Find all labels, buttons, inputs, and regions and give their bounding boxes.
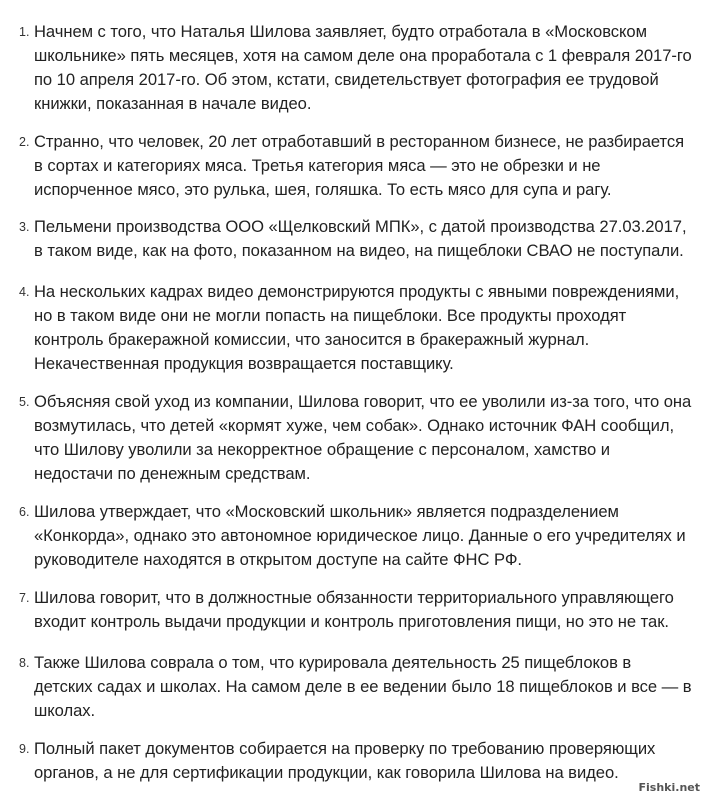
text-line: «Конкорда», однако это автономное юридическое лицо. Данные о его учредителях и: [34, 526, 686, 545]
text-line: школьнике» пять месяцев, хотя на самом деле она проработала с 1 февраля 2017-го: [34, 46, 692, 65]
text-line: На нескольких кадрах видео демонстрируются продукты с явными повреждениями,: [34, 282, 680, 301]
list-item-text: [34, 651, 692, 723]
text-line: входит контроль выдачи продукции и контроль приготовления пищи, но это не так.: [34, 612, 669, 631]
list-item-text: [34, 20, 692, 116]
text-line: возмутилась, что детей «кормят хуже, чем собак». Однако источник ФАН сообщил,: [34, 416, 675, 435]
list-item-text: [34, 280, 684, 376]
text-line: книжки, показанная в начале видео.: [34, 94, 312, 113]
text-line: Начнем с того, что Наталья Шилова заявляет, будто отработала в «Московском: [34, 22, 647, 41]
list-item-number: 2.: [19, 135, 30, 149]
list-item-number: 9.: [19, 742, 30, 756]
text-line: Странно, что человек, 20 лет отработавший в ресторанном бизнесе, не разбирается: [34, 132, 685, 151]
watermark-logo: Fishki.net: [636, 780, 703, 795]
text-line: Объясняя свой уход из компании, Шилова говорит, что ее уволили из-за того, что она: [34, 392, 692, 411]
text-line: Полный пакет документов собирается на проверку по требованию проверяющих: [34, 739, 656, 758]
text-line: что Шилову уволили за некорректное обращение с персоналом, хамство и: [34, 440, 610, 459]
text-line: недостачи по денежным средствам.: [34, 464, 311, 483]
list-item-text: [34, 130, 684, 202]
text-line: детских садах и школах. На самом деле в ее ведении было 18 пищеблоков и все — в: [34, 677, 692, 696]
list-item-number: 3.: [19, 220, 30, 234]
text-line: в сортах и категориях мяса. Третья категория мяса — это не обрезки и не: [34, 156, 601, 175]
text-line: по 10 апреля 2017-го. Об этом, кстати, свидетельствует фотография ее трудовой: [34, 70, 659, 89]
list-item-text: [34, 586, 684, 634]
text-line: Шилова говорит, что в должностные обязанности территориального управляющего: [34, 588, 674, 607]
list-item-number: 8.: [19, 656, 30, 670]
list-item-text: [34, 500, 684, 572]
list-item-number: 1.: [19, 25, 30, 39]
text-line: Некачественная продукция возвращается поставщику.: [34, 354, 454, 373]
list-item-text: [34, 215, 687, 263]
text-line: руководителе находятся в открытом доступе на сайте ФНС РФ.: [34, 550, 522, 569]
list-item-number: 7.: [19, 591, 30, 605]
text-line: но в таком виде они не могли попасть на пищеблоки. Все продукты проходят: [34, 306, 627, 325]
text-line: контроль бракеражной комиссии, что заносится в бракеражный журнал.: [34, 330, 590, 349]
list-item-number: 4.: [19, 285, 30, 299]
text-line: в таком виде, как на фото, показанном на видео, на пищеблоки СВАО не поступали.: [34, 241, 684, 260]
list-item-number: 6.: [19, 505, 30, 519]
text-line: Пельмени производства ООО «Щелковский МПК», с датой производства 27.03.2017,: [34, 217, 687, 236]
list-item-text: [34, 737, 684, 785]
text-line: Также Шилова соврала о том, что курировала деятельность 25 пищеблоков в: [34, 653, 632, 672]
text-line: испорченное мясо, это рулька, шея, голяшка. То есть мясо для супа и рагу.: [34, 180, 612, 199]
text-line: Шилова утверждает, что «Московский школьник» является подразделением: [34, 502, 619, 521]
list-item-number: 5.: [19, 395, 30, 409]
list-item-text: [34, 390, 692, 486]
text-line: органов, а не для сертификации продукции, как говорила Шилова на видео.: [34, 763, 619, 782]
text-line: школах.: [34, 701, 96, 720]
